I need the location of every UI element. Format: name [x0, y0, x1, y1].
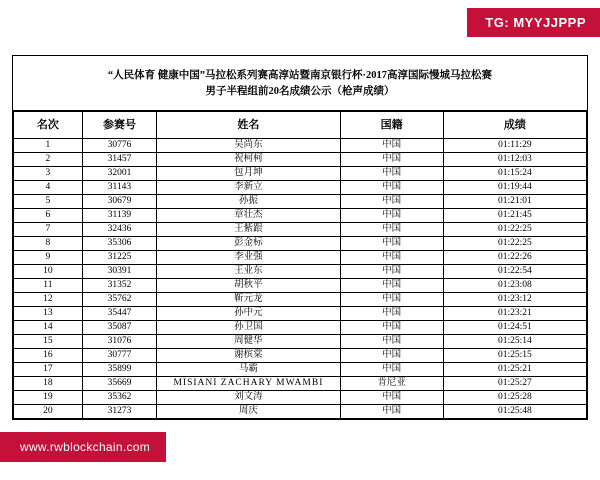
cell-rank: 6: [14, 208, 83, 222]
table-row: [14, 292, 587, 306]
cell-nationality: 中国: [340, 166, 443, 180]
cell-name: 靳元龙: [157, 292, 340, 306]
cell-bib: 35669: [82, 376, 156, 390]
cell-rank: 4: [14, 180, 83, 194]
cell-rank: 10: [14, 264, 83, 278]
column-header-nationality: 国籍: [340, 111, 443, 138]
cell-nationality: 中国: [340, 390, 443, 404]
cell-time: 01:21:45: [443, 208, 586, 222]
cell-time: 01:22:26: [443, 250, 586, 264]
table-row: [14, 166, 587, 180]
cell-rank: 20: [14, 404, 83, 418]
table-row: [14, 278, 587, 292]
cell-nationality: 中国: [340, 152, 443, 166]
table-row: [14, 208, 587, 222]
cell-bib: 31076: [82, 334, 156, 348]
cell-nationality: 中国: [340, 222, 443, 236]
cell-time: 01:15:24: [443, 166, 586, 180]
cell-rank: 12: [14, 292, 83, 306]
cell-bib: 31457: [82, 152, 156, 166]
cell-time: 01:22:54: [443, 264, 586, 278]
column-header-name: 姓名: [157, 111, 340, 138]
cell-bib: 35087: [82, 320, 156, 334]
cell-name: 刘文涛: [157, 390, 340, 404]
cell-rank: 19: [14, 390, 83, 404]
cell-bib: 30391: [82, 264, 156, 278]
cell-rank: 5: [14, 194, 83, 208]
cell-name: 章壮杰: [157, 208, 340, 222]
cell-nationality: 中国: [340, 236, 443, 250]
cell-time: 01:21:01: [443, 194, 586, 208]
cell-time: 01:22:25: [443, 222, 586, 236]
cell-rank: 18: [14, 376, 83, 390]
site-url-watermark: www.rwblockchain.com: [0, 432, 166, 462]
cell-name: 包月坤: [157, 166, 340, 180]
table-row: [14, 404, 587, 418]
cell-name: MISIANI ZACHARY MWAMBI: [157, 376, 340, 390]
cell-name: 李业强: [157, 250, 340, 264]
cell-name: 胡秋平: [157, 278, 340, 292]
cell-nationality: 中国: [340, 264, 443, 278]
cell-rank: 9: [14, 250, 83, 264]
results-document: [12, 55, 588, 420]
results-table: [13, 111, 587, 419]
cell-time: 01:22:25: [443, 236, 586, 250]
table-row: [14, 250, 587, 264]
cell-bib: 31143: [82, 180, 156, 194]
cell-nationality: 中国: [340, 334, 443, 348]
document-title-block: [13, 56, 587, 111]
table-row: [14, 348, 587, 362]
cell-nationality: 中国: [340, 208, 443, 222]
table-row: [14, 194, 587, 208]
cell-nationality: 中国: [340, 404, 443, 418]
cell-nationality: 中国: [340, 320, 443, 334]
telegram-watermark-badge: TG: MYYJJPPP: [467, 8, 600, 37]
cell-nationality: 中国: [340, 180, 443, 194]
table-row: [14, 320, 587, 334]
cell-bib: 32001: [82, 166, 156, 180]
cell-bib: 35447: [82, 306, 156, 320]
cell-nationality: 中国: [340, 194, 443, 208]
cell-name: 王业东: [157, 264, 340, 278]
cell-nationality: 中国: [340, 348, 443, 362]
cell-time: 01:25:15: [443, 348, 586, 362]
cell-nationality: 中国: [340, 138, 443, 152]
cell-nationality: 中国: [340, 362, 443, 376]
cell-rank: 13: [14, 306, 83, 320]
table-row: [14, 390, 587, 404]
table-row: [14, 138, 587, 152]
cell-time: 01:23:08: [443, 278, 586, 292]
cell-name: 彭金标: [157, 236, 340, 250]
table-row: [14, 180, 587, 194]
cell-nationality: 中国: [340, 250, 443, 264]
cell-name: 王紫跟: [157, 222, 340, 236]
cell-rank: 17: [14, 362, 83, 376]
cell-bib: 35762: [82, 292, 156, 306]
cell-name: 孙振: [157, 194, 340, 208]
cell-nationality: 中国: [340, 292, 443, 306]
cell-rank: 15: [14, 334, 83, 348]
cell-time: 01:24:51: [443, 320, 586, 334]
table-row: [14, 236, 587, 250]
cell-bib: 30776: [82, 138, 156, 152]
cell-bib: 35362: [82, 390, 156, 404]
cell-name: 周健华: [157, 334, 340, 348]
cell-time: 01:25:48: [443, 404, 586, 418]
cell-time: 01:25:27: [443, 376, 586, 390]
cell-name: 孙中元: [157, 306, 340, 320]
column-header-bib: 参赛号: [82, 111, 156, 138]
cell-bib: 35899: [82, 362, 156, 376]
cell-bib: 30777: [82, 348, 156, 362]
cell-time: 01:19:44: [443, 180, 586, 194]
cell-name: 祝柯柯: [157, 152, 340, 166]
table-row: [14, 152, 587, 166]
cell-rank: 11: [14, 278, 83, 292]
cell-bib: 32436: [82, 222, 156, 236]
cell-rank: 3: [14, 166, 83, 180]
cell-time: 01:23:12: [443, 292, 586, 306]
cell-nationality: 中国: [340, 278, 443, 292]
cell-time: 01:25:28: [443, 390, 586, 404]
cell-name: 孙卫国: [157, 320, 340, 334]
cell-rank: 1: [14, 138, 83, 152]
document-title-line-2: 男子半程组前20名成绩公示（枪声成绩）: [205, 85, 395, 97]
cell-rank: 7: [14, 222, 83, 236]
cell-bib: 35306: [82, 236, 156, 250]
cell-nationality: 中国: [340, 306, 443, 320]
table-row: [14, 222, 587, 236]
table-row: [14, 362, 587, 376]
cell-rank: 14: [14, 320, 83, 334]
cell-name: 吴尚东: [157, 138, 340, 152]
cell-nationality: 肯尼亚: [340, 376, 443, 390]
cell-bib: 31139: [82, 208, 156, 222]
document-title-line-1: “人民体育 健康中国”马拉松系列赛高淳站暨南京银行杯·2017高淳国际慢城马拉松赛: [107, 70, 493, 81]
cell-bib: 31273: [82, 404, 156, 418]
column-header-time: 成绩: [443, 111, 586, 138]
cell-bib: 30679: [82, 194, 156, 208]
table-row: [14, 306, 587, 320]
table-row: [14, 376, 587, 390]
cell-rank: 16: [14, 348, 83, 362]
column-header-rank: 名次: [14, 111, 83, 138]
table-header-row: [14, 111, 587, 138]
cell-time: 01:25:21: [443, 362, 586, 376]
table-row: [14, 264, 587, 278]
cell-time: 01:12:03: [443, 152, 586, 166]
cell-name: 李新立: [157, 180, 340, 194]
cell-bib: 31352: [82, 278, 156, 292]
cell-rank: 2: [14, 152, 83, 166]
cell-rank: 8: [14, 236, 83, 250]
cell-name: 周庆: [157, 404, 340, 418]
cell-name: 谢槟棠: [157, 348, 340, 362]
table-row: [14, 334, 587, 348]
cell-time: 01:25:14: [443, 334, 586, 348]
cell-bib: 31225: [82, 250, 156, 264]
cell-name: 马霸: [157, 362, 340, 376]
cell-time: 01:11:29: [443, 138, 586, 152]
cell-time: 01:23:21: [443, 306, 586, 320]
